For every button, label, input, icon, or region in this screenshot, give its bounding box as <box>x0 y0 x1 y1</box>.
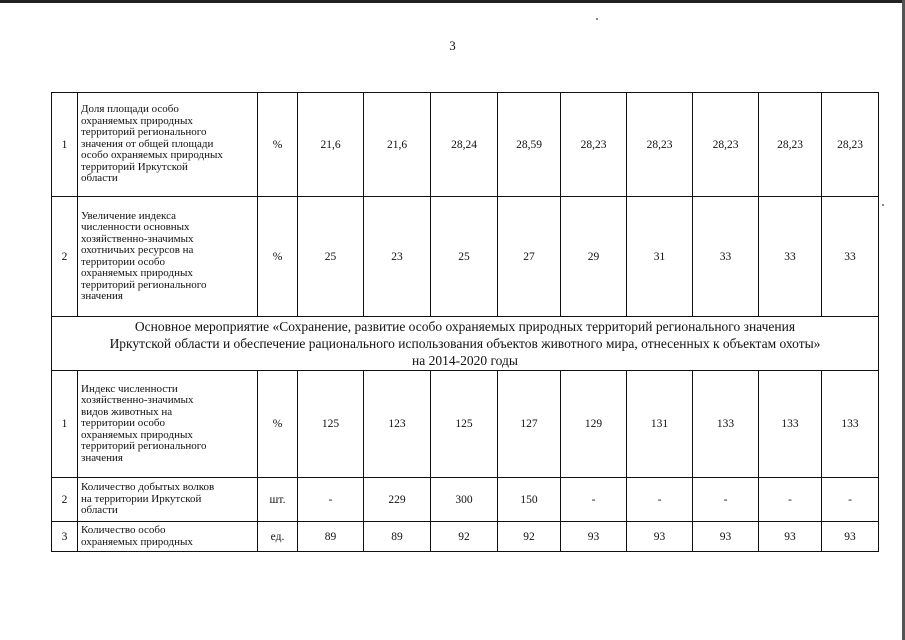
description-line: охотничьих ресурсов на <box>81 244 194 256</box>
value-cell: 129 <box>561 371 627 478</box>
value-cell: 21,6 <box>364 93 431 197</box>
indicator-description <box>78 93 258 197</box>
row-number: 2 <box>52 478 78 522</box>
value-cell: 33 <box>693 197 759 317</box>
value-cell: 89 <box>364 522 431 552</box>
value-cell: 93 <box>627 522 693 552</box>
value-cell: 133 <box>759 371 822 478</box>
description-line: области <box>81 504 118 517</box>
description-line: территории особо <box>81 417 166 430</box>
description-line: Индекс численности <box>81 382 178 395</box>
description-line: значения <box>81 290 123 302</box>
description-line: Количество особо <box>81 524 166 536</box>
description-line: значения <box>81 451 123 464</box>
description-line: территорий Иркутской <box>81 160 188 173</box>
description-line: территорий регионального <box>81 440 207 453</box>
value-cell: 28,23 <box>627 93 693 197</box>
value-cell: 92 <box>498 522 561 552</box>
value-cell: 33 <box>759 197 822 317</box>
value-cell: 125 <box>431 371 498 478</box>
value-cell: 300 <box>431 478 498 522</box>
value-cell: 150 <box>498 478 561 522</box>
value-cell: 28,59 <box>498 93 561 197</box>
value-cell: 229 <box>364 478 431 522</box>
section-heading <box>52 317 879 371</box>
description-line: значения от общей площади <box>81 137 214 150</box>
value-cell: 28,23 <box>693 93 759 197</box>
value-cell: 123 <box>364 371 431 478</box>
section-heading-line: Иркутской области и обеспечение рационального использования объектов животного мира, отнесенных к объектам охоты» <box>109 336 821 351</box>
table-row <box>52 522 879 552</box>
description-line: Увеличение индекса <box>81 209 176 222</box>
row-number: 2 <box>52 197 78 317</box>
value-cell: 33 <box>822 197 879 317</box>
value-cell: 23 <box>364 197 431 317</box>
value-cell: 25 <box>431 197 498 317</box>
value-cell: 29 <box>561 197 627 317</box>
description-line: охраняемых природных <box>81 428 193 441</box>
indicator-description <box>78 371 258 478</box>
table-row <box>52 478 879 522</box>
description-line: хозяйственно-значимых <box>81 232 194 245</box>
value-cell: - <box>627 478 693 522</box>
description-line: охраняемых природных <box>81 114 193 127</box>
indicator-description <box>78 197 258 317</box>
unit-cell: % <box>258 197 298 317</box>
page-number: 3 <box>449 38 456 53</box>
table-row <box>52 197 879 317</box>
value-cell: 125 <box>298 371 364 478</box>
description-line: охраняемых природных <box>81 535 193 548</box>
value-cell: - <box>759 478 822 522</box>
value-cell: - <box>561 478 627 522</box>
description-line: видов животных на <box>81 405 173 418</box>
value-cell: 92 <box>431 522 498 552</box>
value-cell: 28,23 <box>561 93 627 197</box>
unit-cell: % <box>258 93 298 197</box>
value-cell: 93 <box>561 522 627 552</box>
indicators-table <box>51 92 879 552</box>
description-line: территорий регионального <box>81 278 207 291</box>
value-cell: - <box>693 478 759 522</box>
value-cell: 28,23 <box>759 93 822 197</box>
unit-cell: ед. <box>258 522 298 552</box>
description-line: на территории Иркутской <box>81 492 202 505</box>
description-line: территорий регионального <box>81 126 207 139</box>
description-line: Доля площади особо <box>81 103 179 116</box>
value-cell: 89 <box>298 522 364 552</box>
section-heading-line: Основное мероприятие «Сохранение, развитие особо охраняемых природных территорий регионального значения <box>134 319 796 334</box>
description-line: особо охраняемых природных <box>81 149 223 162</box>
table-row <box>52 371 879 478</box>
indicator-description <box>78 522 258 552</box>
description-line: области <box>81 172 118 185</box>
value-cell: 28,24 <box>431 93 498 197</box>
row-number: 1 <box>52 371 78 478</box>
description-line: охраняемых природных <box>81 267 193 279</box>
section-heading-row <box>52 317 879 371</box>
value-cell: 28,23 <box>822 93 879 197</box>
page-top-border <box>0 0 905 3</box>
scan-speck <box>596 18 598 20</box>
description-line: численности основных <box>81 221 190 233</box>
table-row <box>52 93 879 197</box>
indicator-description <box>78 478 258 522</box>
value-cell: - <box>298 478 364 522</box>
description-line: Количество добытых волков <box>81 481 215 494</box>
unit-cell: % <box>258 371 298 478</box>
value-cell: 131 <box>627 371 693 478</box>
value-cell: 133 <box>693 371 759 478</box>
value-cell: 27 <box>498 197 561 317</box>
value-cell: - <box>822 478 879 522</box>
description-line: хозяйственно-значимых <box>81 394 194 407</box>
value-cell: 25 <box>298 197 364 317</box>
row-number: 3 <box>52 522 78 552</box>
value-cell: 127 <box>498 371 561 478</box>
row-number: 1 <box>52 93 78 197</box>
section-heading-line: на 2014-2020 годы <box>412 353 518 368</box>
description-line: территории особо <box>81 255 166 268</box>
value-cell: 93 <box>759 522 822 552</box>
value-cell: 133 <box>822 371 879 478</box>
value-cell: 93 <box>822 522 879 552</box>
unit-cell: шт. <box>258 478 298 522</box>
value-cell: 21,6 <box>298 93 364 197</box>
scan-speck <box>882 204 884 206</box>
value-cell: 31 <box>627 197 693 317</box>
value-cell: 93 <box>693 522 759 552</box>
